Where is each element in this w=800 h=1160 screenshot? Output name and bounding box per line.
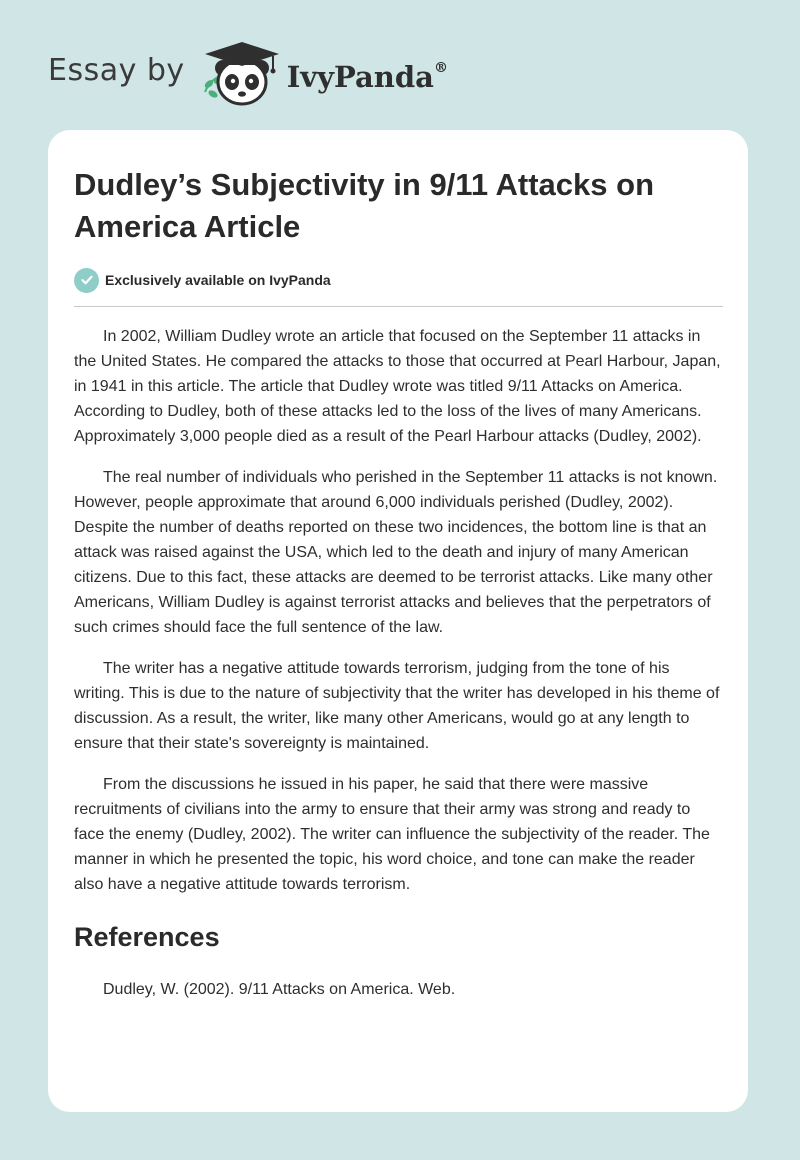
reference-item: Dudley, W. (2002). 9/11 Attacks on America. Web.: [103, 981, 456, 998]
checkmark-icon: [74, 268, 99, 293]
body-paragraph: The writer has a negative attitude towards terrorism, judging from the tone of his writing. This is due to the nature of subjectivity that the writer has developed in his theme of discussion. As a result, the writer, like many other Americans, would go at any length to ensure that their state's sovereignty is maintained.: [74, 660, 720, 752]
site-header: [48, 34, 448, 114]
registered-mark: ®: [433, 60, 448, 77]
exclusive-badge: [74, 266, 723, 294]
exclusive-badge-text: Exclusively available on IvyPanda: [105, 272, 331, 288]
article-content: [74, 130, 723, 1002]
brand-name[interactable]: IvyPanda®: [286, 60, 448, 94]
body-paragraph: The real number of individuals who perished in the September 11 attacks is not known. However, people approximate that around 6,000 individuals perished (Dudley, 2002). Despite the number of deaths reported on these two incidences, the bottom line is that an attack was raised against the USA, which led to the death and injury of many American citizens. Due to this fact, these attacks are deemed to be terrorist attacks. Like many other Americans, William Dudley is against terrorist attacks and believes that the perpetrators of such crimes should face the full sentence of the law.: [74, 469, 718, 636]
article-title: Dudley’s Subjectivity in 9/11 Attacks on America Article: [74, 167, 655, 244]
essay-by-label: Essay by: [48, 52, 185, 88]
body-paragraph: From the discussions he issued in his paper, he said that there were massive recruitments of civilians into the army to ensure that their army was strong and ready to face the enemy (Dudley, 2002). The writer can influence the subjectivity of the reader. The manner in which he presented the topic, his word choice, and tone can make the reader also have a negative attitude towards terrorism.: [74, 776, 710, 893]
article-card: [48, 130, 748, 1112]
references-heading: References: [74, 922, 220, 952]
title-divider: [74, 306, 723, 307]
panda-logo-icon: [199, 38, 285, 110]
body-paragraph: In 2002, William Dudley wrote an article that focused on the September 11 attacks in the United States. He compared the attacks to those that occurred at Pearl Harbour, Japan, in 1941 in this article. The article that Dudley wrote was titled 9/11 Attacks on America. According to Dudley, both of these attacks led to the loss of the lives of many Americans. Approximately 3,000 people died as a result of the Pearl Harbour attacks (Dudley, 2002).: [74, 328, 721, 445]
